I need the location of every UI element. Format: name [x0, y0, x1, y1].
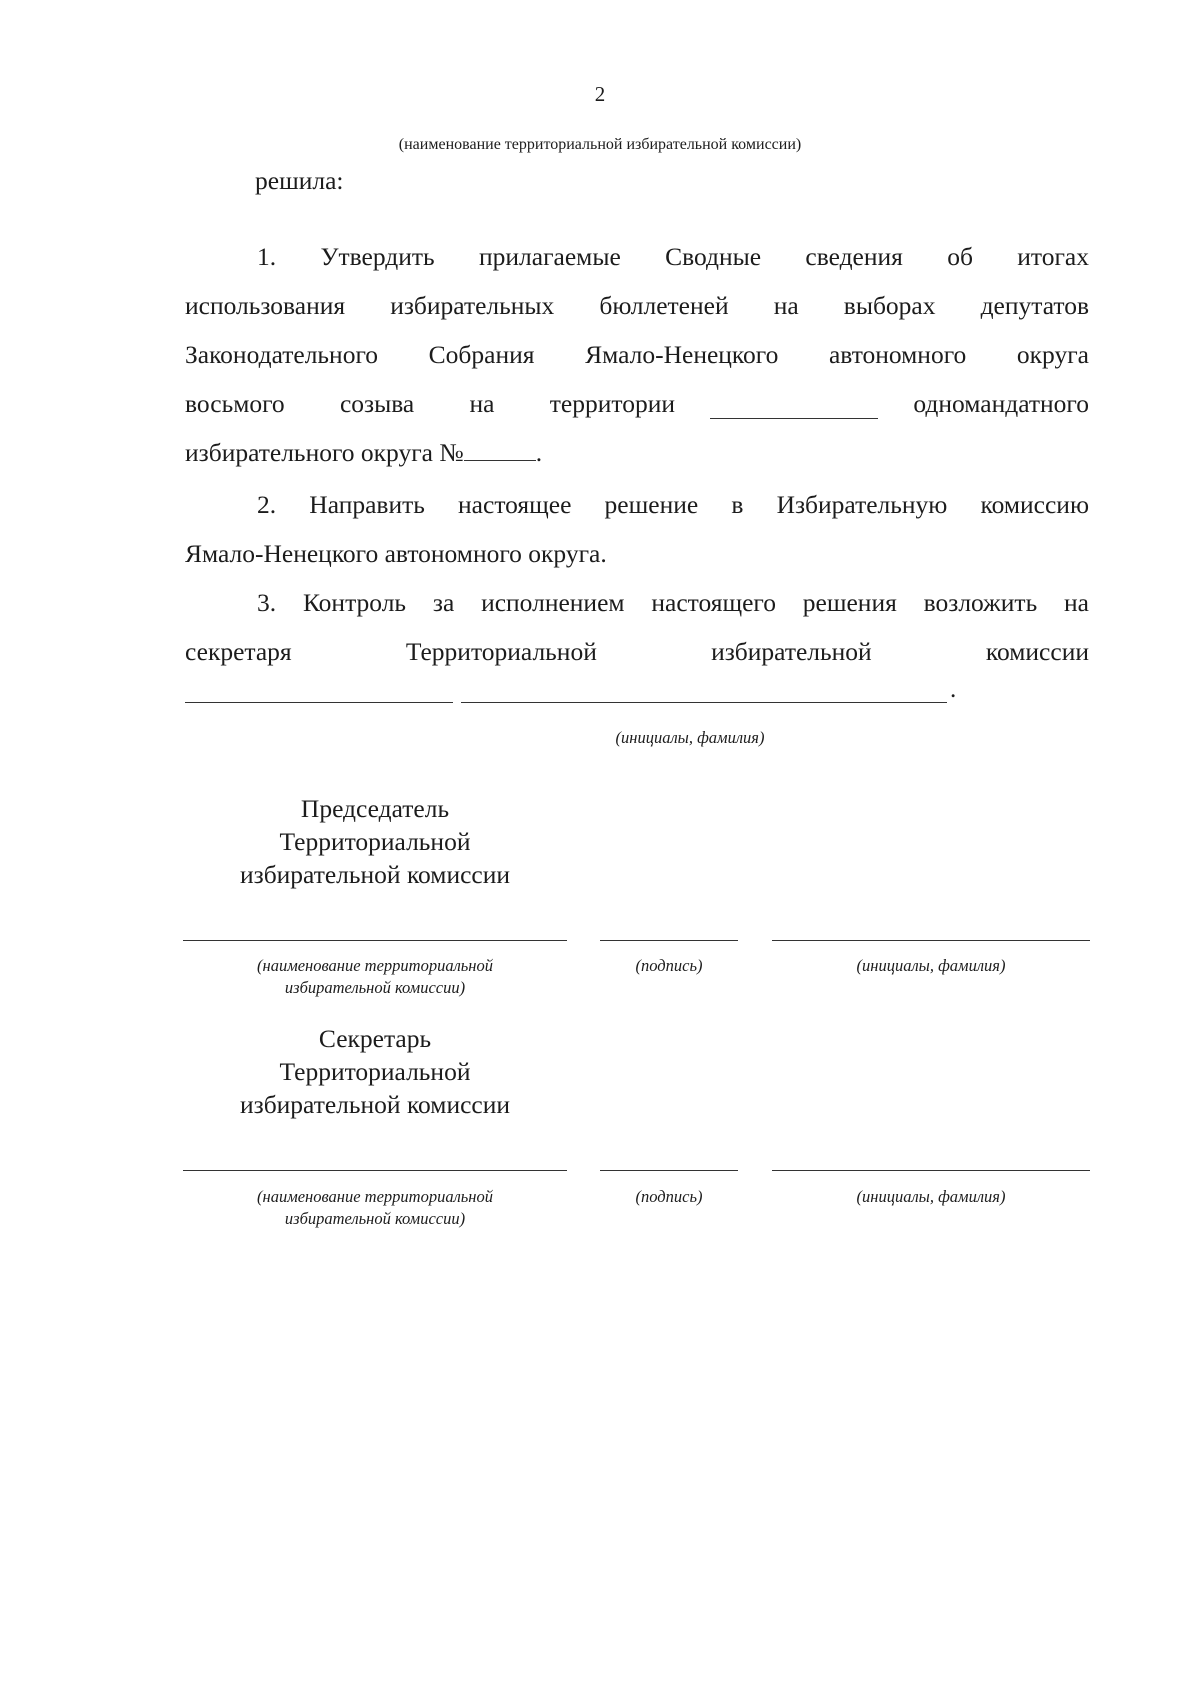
secretary-initials-caption: (инициалы, фамилия) [856, 1187, 1006, 1206]
secretary-title [205, 1022, 545, 1121]
line-5-text: избирательного округа № [185, 438, 464, 467]
secretary-name-blank-line[interactable] [461, 702, 947, 703]
paragraph-1-line-4-start [185, 379, 675, 428]
caption-line-2: избирательной комиссии) [284, 1209, 466, 1228]
secretary-signature-caption: (подпись) [635, 1187, 703, 1206]
caption-line-1: (наименование территориальной [257, 956, 493, 975]
paragraph-1-line-4 [185, 379, 1089, 428]
secretary-initials-line[interactable] [772, 1170, 1090, 1171]
secretary-commission-blank-line[interactable] [185, 702, 453, 703]
line-5-period: . [535, 438, 543, 467]
chairman-signature-line[interactable] [600, 940, 738, 941]
district-number-blank[interactable] [464, 434, 536, 461]
paragraph-1-line-2: использования избирательных бюллетеней на выборах депутатов [185, 291, 1089, 320]
secretary-title-line-2: Территориальной [279, 1057, 471, 1086]
paragraph-1-line-1: 1. Утвердить прилагаемые Сводные сведения об итогах [257, 242, 1089, 271]
paragraph-3-line-2: секретаря Территориальной избирательной комиссии [185, 637, 1089, 666]
line-4-end: одномандатного [913, 389, 1089, 418]
chairman-title-line-1: Председатель [300, 794, 450, 823]
secretary-signature-line[interactable] [600, 1170, 738, 1171]
secretary-commission-caption [195, 1186, 555, 1230]
paragraph-3-period: . [950, 676, 957, 703]
district-name-blank[interactable] [710, 392, 878, 419]
page-number: 2 [594, 82, 606, 106]
secretary-title-line-1: Секретарь [318, 1024, 432, 1053]
chairman-title [205, 792, 545, 891]
line-4-text: восьмого созыва на территории [185, 389, 675, 418]
caption-line-2: избирательной комиссии) [284, 978, 466, 997]
commission-name-caption: (наименование территориальной избирательной комиссии) [398, 136, 802, 153]
chairman-title-line-3: избирательной комиссии [239, 860, 511, 889]
caption-line-1: (наименование территориальной [257, 1187, 493, 1206]
chairman-signature-caption: (подпись) [635, 956, 703, 975]
secretary-commission-line[interactable] [183, 1170, 567, 1171]
chairman-initials-line[interactable] [772, 940, 1090, 941]
initials-surname-caption: (инициалы, фамилия) [615, 728, 765, 747]
chairman-initials-caption: (инициалы, фамилия) [856, 956, 1006, 975]
paragraph-1-line-5 [185, 428, 542, 477]
paragraph-2-line-1: 2. Направить настоящее решение в Избирательную комиссию [257, 490, 1089, 519]
decided-heading: решила: [255, 166, 344, 195]
chairman-commission-caption [195, 955, 555, 999]
chairman-title-line-2: Территориальной [279, 827, 471, 856]
chairman-commission-line[interactable] [183, 940, 567, 941]
secretary-title-line-3: избирательной комиссии [239, 1090, 511, 1119]
paragraph-2-line-2: Ямало-Ненецкого автономного округа. [185, 539, 607, 568]
paragraph-1-line-3: Законодательного Собрания Ямало-Ненецкого автономного округа [185, 340, 1089, 369]
paragraph-3-line-1: 3. Контроль за исполнением настоящего решения возложить на [257, 588, 1089, 617]
